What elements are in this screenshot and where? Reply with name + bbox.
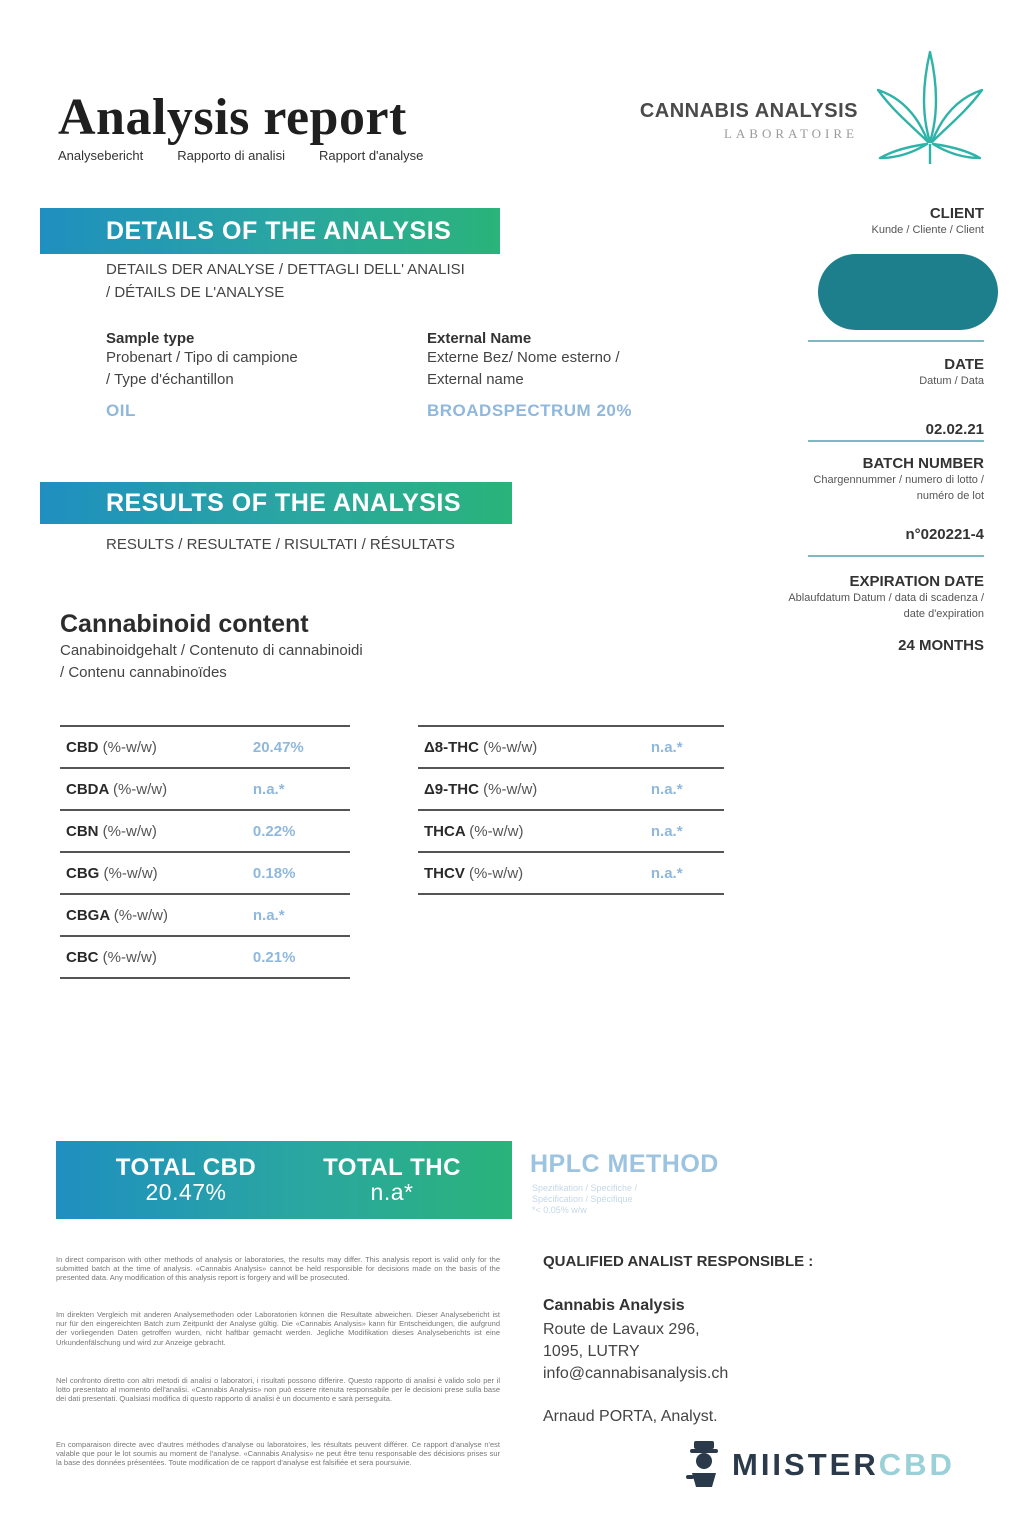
cannabinoid-value: 0.18% — [247, 852, 350, 894]
cannabinoid-subtitle-line: Canabinoidgehalt / Contenuto di cannabinoidi — [60, 642, 363, 659]
details-subtitle-line: / DÉTAILS DE L'ANALYSE — [106, 284, 285, 301]
cannabinoid-name: CBD (%-w/w) — [60, 726, 247, 768]
cannabinoid-value: n.a.* — [247, 768, 350, 810]
cannabinoid-value: n.a.* — [645, 726, 724, 768]
responsible-title: QUALIFIED ANALIST RESPONSIBLE : — [543, 1253, 814, 1270]
subtitle-de: Analysebericht — [58, 148, 144, 163]
cannabinoid-table-left — [60, 725, 350, 979]
cannabinoid-table-right — [418, 725, 724, 895]
sample-type-field — [106, 330, 298, 421]
cannabinoid-name: CBDA (%-w/w) — [60, 768, 247, 810]
disclaimer-it: Nel confronto diretto con altri metodi di analisi o laboratori, i risultati possono differire. Questo rapporto di analisi è valido solo per il lotto presentato al momento dell'analisi. «Cannabis Analysis» non può essere ritenuta responsabile per le decisioni prese sulla base dei dati presentati. Qualsiasi modifica di questo rapporto di analisi è un documento e sarà perseguita. — [56, 1376, 500, 1404]
cannabinoid-name: THCV (%-w/w) — [418, 852, 645, 894]
date-translation: Datum / Data — [919, 375, 984, 387]
table-row — [418, 768, 724, 810]
details-banner: DETAILS OF THE ANALYSIS — [40, 208, 500, 254]
cannabinoid-name: CBGA (%-w/w) — [60, 894, 247, 936]
divider — [808, 340, 984, 342]
cannabinoid-name: Δ8-THC (%-w/w) — [418, 726, 645, 768]
total-cbd-label: TOTAL CBD — [115, 1154, 257, 1181]
table-row — [60, 894, 350, 936]
report-subtitles — [58, 148, 423, 163]
hplc-method-title: HPLC METHOD — [530, 1150, 719, 1178]
responsible-address — [543, 1319, 728, 1385]
client-redacted-badge — [818, 254, 998, 330]
table-row — [418, 726, 724, 768]
cannabinoid-value: n.a.* — [645, 810, 724, 852]
totals-banner — [56, 1141, 512, 1219]
responsible-company: Cannabis Analysis — [543, 1297, 685, 1314]
cannabinoid-value: 0.21% — [247, 936, 350, 978]
disclaimer-fr: En comparaison directe avec d'autres méthodes d'analyse ou laboratoires, les résultats peuvent différer. Ce rapport d'analyse n'est valable que pour le lot soumis au moment de l'analyse. «Cannabis Analysis» ne peut être tenu responsable des décisions prises sur la base des données présentées. Toute modification de ce rapport d'analyse est falsifiée et sera poursuivie. — [56, 1440, 500, 1468]
external-name-translation: External name — [427, 371, 524, 388]
expiration-value: 24 MONTHS — [898, 637, 984, 654]
cannabinoid-value: n.a.* — [247, 894, 350, 936]
date-value: 02.02.21 — [925, 421, 984, 438]
disclaimer-en: In direct comparison with other methods of analysis or laboratories, the results may differ. This analysis report is valid only for the submitted batch at the time of analysis. «Cannabis Analysis» cannot be held responsible for decisions made on the basis of the presented data. Any modification of this analysis report is forgery and will be prosecuted. — [56, 1255, 500, 1283]
lab-subtitle: LABORATOIRE — [723, 126, 858, 141]
expiration-translation: date d'expiration — [903, 608, 984, 620]
cannabinoid-subtitle-line: / Contenu cannabinoïdes — [60, 664, 227, 681]
client-translation: Kunde / Cliente / Client — [871, 224, 984, 236]
expiration-translation: Ablaufdatum Datum / data di scadenza / — [788, 592, 984, 604]
cannabinoid-title: Cannabinoid content — [60, 610, 309, 638]
cannabinoid-subtitle — [60, 640, 363, 684]
cannabinoid-name: CBN (%-w/w) — [60, 810, 247, 852]
client-label: CLIENT — [929, 205, 984, 222]
results-banner: RESULTS OF THE ANALYSIS — [40, 482, 512, 524]
subtitle-fr: Rapport d'analyse — [318, 148, 424, 163]
table-row — [60, 810, 350, 852]
cannabinoid-value: 0.22% — [247, 810, 350, 852]
table-row — [60, 936, 350, 978]
sample-type-translation: Probenart / Tipo di campione — [106, 349, 298, 366]
table-row — [60, 768, 350, 810]
cannabis-leaf-icon — [872, 46, 988, 166]
mascot-icon — [684, 1439, 724, 1491]
expiration-section — [788, 573, 984, 622]
external-name-label: External Name — [427, 330, 532, 347]
client-section — [871, 205, 984, 238]
total-thc — [302, 1155, 482, 1205]
date-section — [919, 356, 984, 389]
cannabinoid-name: CBG (%-w/w) — [60, 852, 247, 894]
expiration-label: EXPIRATION DATE — [849, 573, 984, 590]
hplc-method-subtitle — [532, 1183, 637, 1216]
address-line: 1095, LUTRY — [543, 1343, 640, 1360]
table-row — [60, 852, 350, 894]
hplc-subtitle-line: *< 0.05% w/w — [532, 1205, 587, 1215]
sample-type-value: OIL — [106, 401, 136, 420]
lab-name: CANNABIS ANALYSIS — [639, 100, 858, 122]
subtitle-it: Rapporto di analisi — [177, 148, 285, 163]
email-link[interactable]: info@cannabisanalysis.ch — [543, 1365, 729, 1382]
responsible-analyst: Arnaud PORTA, Analyst. — [543, 1408, 718, 1425]
results-subtitle: RESULTS / RESULTATE / RISULTATI / RÉSULTATS — [106, 536, 455, 553]
cannabinoid-value: n.a.* — [645, 768, 724, 810]
cannabinoid-value: n.a.* — [645, 852, 724, 894]
divider — [808, 555, 984, 557]
batch-translation: Chargennummer / numero di lotto / — [813, 474, 984, 486]
details-subtitle-line: DETAILS DER ANALYSE / DETTAGLI DELL' ANALISI — [106, 261, 465, 278]
batch-value: n°020221-4 — [905, 526, 984, 543]
table-row — [418, 852, 724, 894]
external-name-value: BROADSPECTRUM 20% — [427, 401, 632, 420]
cannabinoid-name: THCA (%-w/w) — [418, 810, 645, 852]
cannabinoid-name: CBC (%-w/w) — [60, 936, 247, 978]
date-label: DATE — [944, 356, 984, 373]
sample-type-label: Sample type — [106, 330, 195, 347]
address-line: Route de Lavaux 296, — [543, 1321, 700, 1338]
hplc-subtitle-line: Spécification / Spécifique — [532, 1194, 633, 1204]
details-subtitle — [106, 258, 576, 304]
total-thc-value: n.a* — [370, 1179, 414, 1205]
external-name-field — [427, 330, 632, 421]
divider — [808, 440, 984, 442]
hplc-subtitle-line: Spezifikation / Specifiche / — [532, 1183, 638, 1193]
report-title: Analysis report — [58, 89, 407, 146]
sample-type-translation: / Type d'échantillon — [106, 371, 234, 388]
table-row — [418, 810, 724, 852]
brand-logo — [684, 1439, 955, 1491]
disclaimer-de: Im direkten Vergleich mit anderen Analysemethoden oder Laboratorien können die Resultate abweichen. Dieser Analysebericht ist nur für den eingereichten Batch zum Zeitpunkt der Analyse gültig. Die «Cannabis Analysis» kann für Entscheidungen, die aufgrund der vorliegenden Daten getroffen wurden, nicht haftbar gemacht werden. Jegliche Modifikation dieses Analyseberichts ist eine Urkundenfälschung und wird zur Anzeige gebracht. — [56, 1310, 500, 1347]
batch-label: BATCH NUMBER — [862, 455, 984, 472]
cannabinoid-name: Δ9-THC (%-w/w) — [418, 768, 645, 810]
cannabinoid-value: 20.47% — [247, 726, 350, 768]
batch-section — [813, 455, 984, 504]
total-cbd — [96, 1155, 276, 1205]
total-cbd-value: 20.47% — [145, 1179, 227, 1205]
brand-name: MIISTERCBD — [732, 1447, 955, 1482]
batch-translation: numéro de lot — [916, 490, 984, 502]
table-row — [60, 726, 350, 768]
external-name-translation: Externe Bez/ Nome esterno / — [427, 349, 620, 366]
total-thc-label: TOTAL THC — [323, 1154, 461, 1181]
